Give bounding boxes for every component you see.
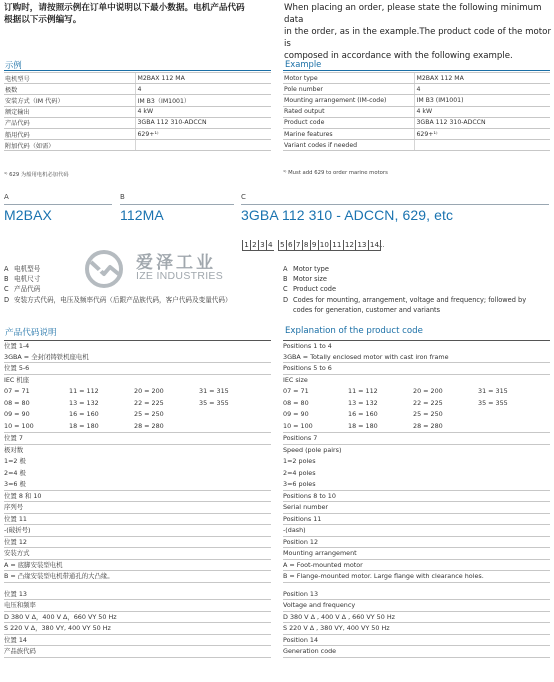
- example-cn-table: [4, 72, 271, 151]
- size-cell: 13 = 132: [69, 398, 99, 407]
- table-row: [283, 106, 550, 117]
- size-cell: 09 = 90: [4, 410, 30, 418]
- size-cell: 35 = 355: [478, 398, 508, 407]
- position-header: 位置 8 和 10: [4, 491, 271, 503]
- position-box: 12: [343, 240, 356, 251]
- size-row: [283, 386, 550, 398]
- legend-text: Motor size: [293, 275, 327, 284]
- legend-en: [283, 264, 551, 315]
- size-cell: 16 = 160: [69, 410, 99, 418]
- size-cell: 08 = 80: [4, 398, 30, 407]
- position-box: 9: [310, 240, 318, 251]
- position-header: 位置 5-6: [4, 363, 271, 375]
- position-text: 电压和频率: [4, 600, 271, 612]
- size-cell: 31 = 315: [478, 387, 508, 395]
- position-header: Positions 5 to 6: [283, 363, 550, 375]
- position-text: -(破折号): [4, 525, 271, 537]
- table-row: [283, 140, 550, 151]
- position-text: 3GBA = 全封闭铸铁机座电机: [4, 352, 271, 364]
- size-row: [4, 409, 271, 421]
- position-text: A = 底脚安装型电机: [4, 560, 271, 572]
- intro-en: [284, 2, 554, 62]
- size-row: [4, 398, 271, 410]
- position-text: 极对数: [4, 445, 24, 454]
- position-box: 10: [318, 240, 331, 251]
- legend-text: 安装方式代码，电压及频率代码（后跟产品族代码，客户代码及变量代码）: [14, 295, 232, 304]
- position-box: 5: [278, 240, 286, 251]
- position-text: Voltage and frequency: [283, 600, 550, 612]
- size-cell: 22 = 225: [413, 398, 443, 407]
- legend-text: 产品代码: [14, 285, 41, 294]
- table-cell: 629+¹⁾: [135, 128, 271, 139]
- size-row: [283, 409, 550, 421]
- legend-item: [4, 284, 279, 294]
- table-cell: 629+¹⁾: [414, 128, 550, 139]
- legend-item: [4, 264, 279, 274]
- table-cell: [414, 140, 550, 151]
- position-text: IEC 机座: [4, 375, 30, 384]
- table-cell: 电机型号: [4, 73, 135, 84]
- position-text: D 380 V Δ , 400 V Δ , 660 VY 50 Hz: [283, 612, 550, 624]
- example-cn-title: 示例: [5, 60, 22, 70]
- intro-en-line: composed in accordance with the following example.: [284, 51, 513, 61]
- position-box: 1: [242, 240, 250, 251]
- size-cell: 28 = 280: [413, 421, 443, 430]
- position-text: Generation code: [283, 646, 550, 658]
- legend-item: [283, 305, 551, 315]
- explain-en-title: Explanation of the product code: [285, 326, 423, 336]
- size-cell: 11 = 112: [348, 387, 378, 395]
- position-text: S 220 V Δ , 380 VY, 400 VY 50 Hz: [283, 623, 550, 635]
- position-box: 4: [266, 240, 274, 251]
- table-cell: Marine features: [283, 128, 414, 139]
- table-cell: Motor type: [283, 73, 414, 84]
- legend-item: [283, 295, 551, 305]
- position-header: 位置 11: [4, 514, 271, 526]
- legend-item: [283, 284, 551, 294]
- legend-key: D: [283, 295, 289, 304]
- explain-cn-list: [4, 340, 271, 658]
- size-cell: 35 = 355: [199, 398, 229, 407]
- legend-key: B: [4, 275, 9, 284]
- size-cell: [478, 409, 543, 421]
- position-text: 3=6 poles: [283, 479, 550, 491]
- position-text: Mounting arrangement: [283, 548, 550, 560]
- position-text: Speed (pole pairs): [283, 445, 342, 454]
- table-cell: 4 kW: [135, 106, 271, 117]
- explain-en-list: [283, 340, 550, 658]
- size-row: [283, 398, 550, 410]
- intro-cn-line: 订购时，请按照示例在订单中说明以下最小数据。电机产品代码: [4, 3, 245, 13]
- position-index-boxes: [242, 240, 381, 251]
- table-cell: Rated output: [283, 106, 414, 117]
- legend-key: [283, 305, 293, 315]
- position-header: Positions 8 to 10: [283, 491, 550, 503]
- size-cell: 07 = 71: [4, 387, 30, 395]
- size-cell: 25 = 250: [134, 410, 164, 418]
- divider: [120, 204, 234, 205]
- position-box: 6: [286, 240, 294, 251]
- table-row: [283, 73, 550, 84]
- code-product-code: 3GBA 112 310 - ADCCN, 629, etc: [241, 207, 454, 223]
- size-cell: 22 = 225: [134, 398, 164, 407]
- table-cell: 极数: [4, 84, 135, 95]
- code-motor-size: 112MA: [120, 207, 164, 223]
- size-cell: 10 = 100: [283, 421, 313, 430]
- table-row: [283, 95, 550, 106]
- size-cell: 28 = 280: [134, 421, 164, 430]
- position-box: 11: [330, 240, 343, 251]
- legend-text: Motor type: [293, 265, 329, 273]
- size-cell: 31 = 315: [199, 387, 229, 395]
- table-cell: Variant codes if needed: [283, 140, 414, 151]
- code-letter-c: C: [241, 193, 246, 201]
- table-cell: M2BAX 112 MA: [135, 73, 271, 84]
- table-row: [283, 84, 550, 95]
- size-cell: 25 = 250: [413, 410, 443, 418]
- explain-cn-title: 产品代码说明: [5, 328, 57, 338]
- example-en-note: ¹⁾ Must add 629 to order marine motors: [283, 170, 388, 176]
- code-letter-a: A: [4, 193, 9, 201]
- legend-key: D: [4, 295, 10, 304]
- table-cell: 3GBA 112 310-ADCCN: [414, 117, 550, 128]
- legend-key: C: [4, 285, 9, 294]
- table-cell: 4 kW: [414, 106, 550, 117]
- position-header: 位置 7: [4, 433, 271, 445]
- position-box: 8: [302, 240, 310, 251]
- legend-text: codes for generation, customer and variants: [293, 305, 441, 314]
- table-row: [283, 117, 550, 128]
- size-cell: [199, 421, 264, 433]
- table-cell: 附加代码（如需）: [4, 140, 135, 151]
- position-box: 14: [368, 240, 382, 251]
- position-tail: ...: [378, 241, 385, 249]
- position-header: Position 13: [283, 589, 550, 601]
- position-text: Serial number: [283, 502, 550, 514]
- position-text: -(dash): [283, 525, 550, 537]
- table-cell: Mounting arrangement (IM-code): [283, 95, 414, 106]
- size-cell: 18 = 180: [69, 421, 99, 430]
- table-cell: 4: [135, 84, 271, 95]
- position-text: B = Flange-mounted motor. Large flange with clearance holes.: [283, 571, 550, 583]
- size-cell: 10 = 100: [4, 421, 34, 430]
- table-row: [4, 95, 271, 106]
- intro-en-line: in the order, as in the example.The product code of the motor is: [284, 27, 551, 49]
- legend-item: [4, 274, 279, 284]
- intro-en-line: When placing an order, please state the following minimum data: [284, 3, 542, 25]
- position-box: 3: [258, 240, 266, 251]
- table-cell: [135, 140, 271, 151]
- table-cell: 3GBA 112 310-ADCCN: [135, 117, 271, 128]
- position-box: 7: [294, 240, 302, 251]
- intro-cn-line: 根据以下示例编写。: [4, 15, 82, 25]
- legend-item: [283, 264, 551, 274]
- size-cell: 18 = 180: [348, 421, 378, 430]
- table-row: [4, 106, 271, 117]
- legend-item: [283, 274, 551, 284]
- position-text: A = Foot-mounted motor: [283, 560, 550, 572]
- position-text: 2=4 极: [4, 468, 26, 477]
- table-row: [4, 140, 271, 151]
- position-box: 13: [355, 240, 368, 251]
- position-text: B = 凸缘安装型电机带通孔的大凸缘。: [4, 571, 271, 583]
- position-text: IEC size: [283, 375, 308, 384]
- position-text: 序列号: [4, 502, 271, 514]
- intro-cn: [4, 2, 274, 26]
- size-cell: 09 = 90: [283, 410, 309, 418]
- table-cell: 安装方式（IM 代码）: [4, 95, 135, 106]
- size-cell: [478, 421, 543, 433]
- example-en-table: [283, 72, 550, 151]
- position-header: Positions 7: [283, 433, 550, 445]
- position-text: 安装方式: [4, 548, 271, 560]
- table-row: [283, 128, 550, 139]
- logo-text-en: IZE INDUSTRIES: [136, 270, 224, 282]
- position-header: 位置 14: [4, 635, 271, 647]
- legend-text: 电机型号: [14, 265, 41, 273]
- position-text: S 220 V Δ，380 VY, 400 VY 50 Hz: [4, 623, 271, 635]
- legend-item: [4, 295, 279, 305]
- table-cell: 额定输出: [4, 106, 135, 117]
- table-row: [4, 84, 271, 95]
- legend-key: C: [283, 285, 288, 294]
- position-header: Position 14: [283, 635, 550, 647]
- divider: [241, 204, 549, 205]
- size-cell: 08 = 80: [283, 398, 309, 407]
- legend-text: Codes for mounting, arrangement, voltage and frequency; followed by: [293, 295, 527, 304]
- table-cell: 产品代码: [4, 117, 135, 128]
- legend-cn: [4, 264, 279, 305]
- size-cell: 07 = 71: [283, 387, 309, 395]
- size-row: [283, 421, 550, 434]
- legend-key: A: [4, 265, 9, 273]
- divider: [4, 204, 112, 205]
- legend-text: Product code: [293, 285, 337, 294]
- table-cell: Pole number: [283, 84, 414, 95]
- example-en-title: Example: [285, 59, 322, 69]
- position-text: 3GBA = Totally enclosed motor with cast iron frame: [283, 352, 550, 364]
- legend-text: 电机尺寸: [14, 275, 41, 284]
- size-cell: 20 = 200: [413, 387, 443, 395]
- position-box: 2: [250, 240, 258, 251]
- position-text: 2=4 poles: [283, 468, 316, 477]
- position-header: Position 12: [283, 537, 550, 549]
- legend-key: A: [283, 265, 288, 273]
- table-row: [4, 128, 271, 139]
- table-cell: Product code: [283, 117, 414, 128]
- size-row: [4, 386, 271, 398]
- table-cell: IM B3 (IM1001): [414, 95, 550, 106]
- size-cell: 16 = 160: [348, 410, 378, 418]
- code-motor-type: M2BAX: [4, 207, 52, 223]
- position-header: Positions 11: [283, 514, 550, 526]
- table-cell: M2BAX 112 MA: [414, 73, 550, 84]
- size-row: [4, 421, 271, 434]
- size-cell: [199, 409, 264, 421]
- table-cell: IM B3（IM1001）: [135, 95, 271, 106]
- size-cell: 20 = 200: [134, 387, 164, 395]
- position-text: 3=6 极: [4, 479, 271, 491]
- position-header: 位置 1-4: [4, 340, 271, 352]
- position-header: 位置 12: [4, 537, 271, 549]
- size-cell: 11 = 112: [69, 387, 99, 395]
- position-text: 1=2 极: [4, 457, 26, 465]
- table-row: [4, 117, 271, 128]
- example-cn-note: ¹⁾ 629 为船用电机必加代码: [4, 172, 69, 178]
- table-cell: 船用代码: [4, 128, 135, 139]
- logo-text-cn: 爱泽工业: [136, 253, 216, 273]
- position-text: 1=2 poles: [283, 457, 316, 465]
- code-letter-b: B: [120, 193, 125, 201]
- legend-key: B: [283, 275, 288, 284]
- position-text: 产品族代码: [4, 646, 271, 658]
- table-cell: 4: [414, 84, 550, 95]
- position-header: Positions 1 to 4: [283, 340, 550, 352]
- size-cell: 13 = 132: [348, 398, 378, 407]
- position-header: 位置 13: [4, 589, 271, 601]
- position-text: D 380 V Δ，400 V Δ，660 VY 50 Hz: [4, 612, 271, 624]
- table-row: [4, 73, 271, 84]
